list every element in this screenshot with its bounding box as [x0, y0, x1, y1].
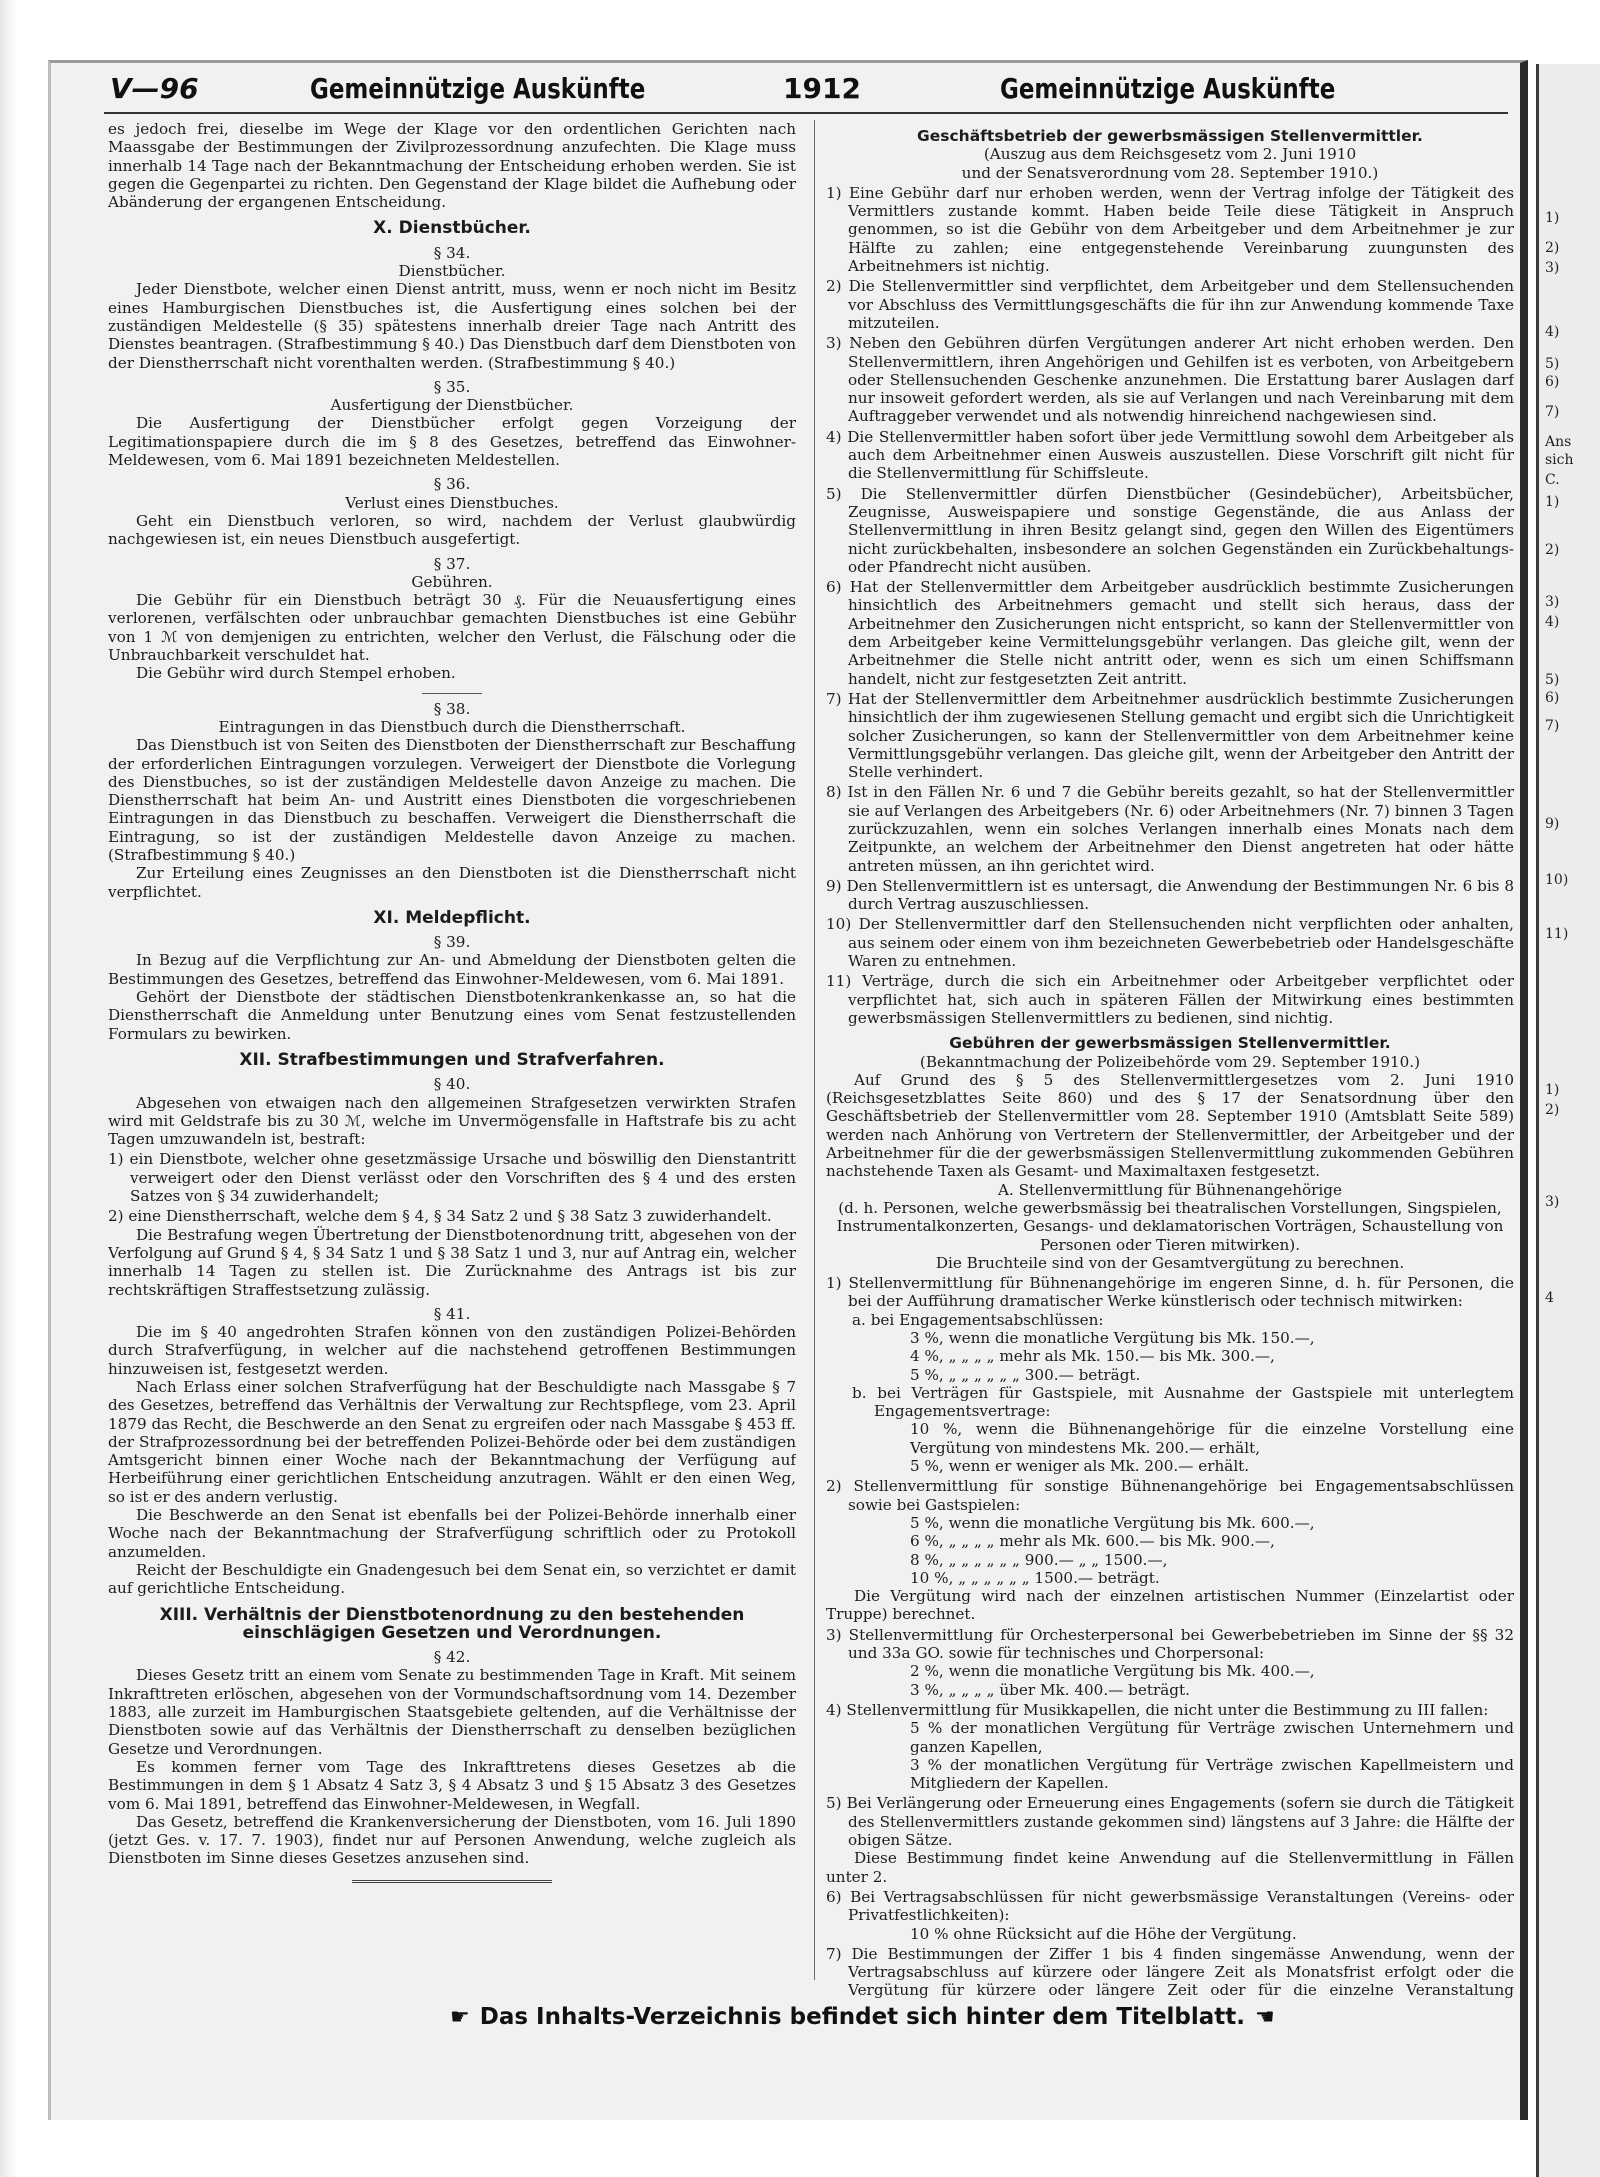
edge-fragment: 3) — [1545, 260, 1560, 276]
list-item: 2) Die Stellenvermittler sind verpflichtet, dem Arbeitgeber und dem Stellensuchenden vor Abschluss des Vermittlungsgeschäfts die für ihn zur Anwendung kommende Taxe mitzuteilen. — [826, 277, 1514, 332]
rate-line: 3 % der monatlichen Vergütung für Verträge zwischen Kapellmeistern und Mitgliedern der Kapellen. — [910, 1755, 1514, 1793]
paragraph-title: Gebühren. — [411, 572, 493, 591]
list-item: 6) Hat der Stellenvermittler dem Arbeitgeber ausdrücklich bestimmte Zusicherungen hinsichtlich des Arbeitnehmers gemacht und stellt sich heraus, dass der Arbeitnehmer den Zusicherungen nicht entspricht, so kann der Stellenvermittler von dem Arbeitgeber keine Vermittelungsgebühr verlangen. Das gleiche gilt, wenn der Arbeitnehmer die Stelle nicht antritt oder, wenn es sich um einen Schiffsmann handelt, nicht zur festgesetzten Zeit antritt. — [826, 578, 1514, 688]
edge-fragment: 9) — [1545, 816, 1560, 832]
edge-fragment: 2) — [1545, 1102, 1560, 1118]
section-heading-geschaeftsbetrieb: Geschäftsbetrieb der gewerbsmässigen Stellenvermittler. — [917, 127, 1423, 145]
paragraph-body: (d. h. Personen, welche gewerbsmässig bei theatralischen Vorstellungen, Singspielen, Instrumentalkonzerten, Gesangs- und deklamatorischen Vorträgen, Schaustellung von Personen oder Tieren mitwirken). — [836, 1198, 1504, 1254]
rate-line: 5 % der monatlichen Vergütung für Verträge zwischen Unternehmern und ganzen Kapellen, — [910, 1719, 1514, 1756]
intro-paragraph: es jedoch frei, dieselbe im Wege der Klage vor den ordentlichen Gerichten nach Maassgabe der Bestimmungen der Zivilprozessordnung anzufechten. Die Klage muss innerhalb 14 Tage nach der Bekanntmachung der Entscheidung erhoben werden. Sie ist gegen die Gegenpartei zu richten. Den Gegenstand der Klage bildet die Aufhebung oder Abänderung der ergangenen Entscheidung. — [108, 120, 796, 212]
separator-rule — [422, 693, 482, 694]
rate-line: 5 %, wenn die monatliche Vergütung bis Mk. 600.—, — [910, 1513, 1315, 1532]
paragraph-body: Zur Erteilung eines Zeugnisses an den Dienstboten ist die Dienstherrschaft nicht verpflichtet. — [108, 864, 796, 901]
rate-line: 10 % ohne Rücksicht auf die Höhe der Vergütung. — [910, 1924, 1297, 1943]
list-item: 4) Die Stellenvermittler haben sofort über jede Vermittlung sowohl dem Arbeitgeber als auch dem Arbeitnehmer einen Ausweis auszustellen. Diese Vorschrift gilt nicht für die Stellenvermittlung für Schiffsleute. — [826, 427, 1514, 483]
edge-fragment: 1) — [1545, 210, 1560, 226]
paragraph-number: § 35. — [433, 377, 471, 396]
paragraph-number: § 36. — [433, 475, 471, 494]
edge-fragment: 2) — [1545, 240, 1560, 256]
end-rule — [352, 1880, 552, 1883]
paragraph-number: § 41. — [433, 1304, 471, 1323]
edge-fragment: 3) — [1545, 1194, 1560, 1210]
rate-line: 10 %, „ „ „ „ „ „ 1500.— beträgt. — [910, 1568, 1160, 1587]
list-subitem: b. bei Verträgen für Gastspiele, mit Ausnahme der Gastspiele mit unterlegtem Engagementsvertrage: — [852, 1383, 1514, 1421]
pointing-hand-right-icon: ☛ — [450, 2005, 470, 2030]
paragraph-body: Nach Erlass einer solchen Strafverfügung hat der Beschuldigte nach Massgabe § 7 des Gesetzes, betreffend das Verhältnis der Verwaltung zur Rechtspflege, vom 23. April 1879 das Recht, die Beschwerde an den Senat zu ergreifen oder nach Massgabe § 453 ff. der Strafprozessordnung bei der betreffenden Polizei-Behörde oder bei dem zuständigen Amtsgericht binnen einer Woche nach der Bekanntmachung der Verfügung auf Herbeiführung einer gerichtlichen Entscheidung anzutragen. Wählt er den einen Weg, so ist er des andern verlustig. — [108, 1378, 796, 1506]
paragraph-number: § 37. — [433, 554, 471, 573]
rate-line: 8 %, „ „ „ „ „ „ 900.— „ „ 1500.—, — [910, 1550, 1168, 1569]
list-subitem: a. bei Engagementsabschlüssen: — [852, 1310, 1104, 1329]
edge-fragment: 1) — [1545, 1082, 1560, 1098]
edge-fragment: 4) — [1545, 614, 1560, 630]
paragraph-body: In Bezug auf die Verpflichtung zur An- und Abmeldung der Dienstboten gelten die Bestimmungen des Gesetzes, betreffend das Einwohner-Meldewesen, vom 6. Mai 1891. — [108, 951, 796, 988]
section-heading-xii: XII. Strafbestimmungen und Strafverfahren. — [239, 1049, 665, 1070]
paragraph-body: Die Gebühr für ein Dienstbuch beträgt 30 ₰. Für die Neuausfertigung eines verlorenen, verfälschten oder unbrauchbar gemachten Dienstbuches ist eine Gebühr von 1 ℳ von demjenigen zu entrichten, welcher den Verlust, die Fälschung oder die Unbrauchbarkeit verschuldet hat. — [108, 591, 796, 665]
list-item: 2) Stellenvermittlung für sonstige Bühnenangehörige bei Engagementsabschlüssen sowie bei Gastspielen: — [826, 1477, 1514, 1514]
edge-fragment: sich — [1545, 452, 1574, 468]
next-page-edge — [1536, 64, 1600, 2177]
paragraph-title: Ausfertigung der Dienstbücher. — [330, 396, 574, 415]
running-title-right: Gemeinnützige Auskünfte — [1000, 72, 1336, 105]
edge-fragment: 5) — [1545, 672, 1560, 688]
edge-fragment: 5) — [1545, 356, 1560, 372]
paragraph-body: Geht ein Dienstbuch verloren, so wird, nachdem der Verlust glaubwürdig nachgewiesen ist, ein neues Dienstbuch ausgefertigt. — [108, 511, 796, 549]
edge-fragment: 4) — [1545, 324, 1560, 340]
paragraph-number: § 42. — [433, 1648, 471, 1667]
paragraph-body: Die im § 40 angedrohten Strafen können von den zuständigen Polizei-Behörden durch Strafverfügung, in welcher auf die nachstehend getroffenen Bestimmungen hinzuweisen ist, festgesetzt werden. — [108, 1323, 796, 1378]
subsection-heading: A. Stellenvermittlung für Bühnenangehörige — [998, 1180, 1342, 1199]
paragraph-number: § 34. — [433, 243, 471, 262]
section-heading-xi: XI. Meldepflicht. — [373, 907, 531, 928]
edge-fragment: Ans — [1545, 434, 1572, 450]
source-note: (Bekanntmachung der Polizeibehörde vom 29. September 1910.) — [919, 1052, 1421, 1071]
paragraph-body: Es kommen ferner vom Tage des Inkrafttretens dieses Gesetzes ab die Bestimmungen in dem § 1 Absatz 4 Satz 3, § 4 Absatz 3 und § 15 Absatz 3 des Gesetzes vom 6. Mai 1891, betreffend das Einwohner-Meldewesen, in Wegfall. — [108, 1757, 796, 1813]
list-item: 7) Hat der Stellenvermittler dem Arbeitnehmer ausdrücklich bestimmte Zusicherungen hinsichtlich der ihm zugewiesenen Stellung gemacht und ergibt sich die Unrichtigkeit solcher Zusicherungen, so kann der Stellenvermittler von dem Arbeitnehmer keine Vermittlungsgebühr verlangen. Das gleiche gilt, wenn der Arbeitgeber den Antritt der Stelle verhindert. — [826, 689, 1514, 782]
edge-fragment: 10) — [1545, 872, 1569, 888]
list-item: 3) Neben den Gebühren dürfen Vergütungen anderer Art nicht erhoben werden. Den Stellenvermittlern, ihren Angehörigen und Gehilfen ist es verboten, von Arbeitgebern oder Stellensuchenden Geschenke anzunehmen. Die Erstattung barer Auslagen darf nur insoweit gefordert werden, als sie auf Verlangen und nach Vereinbarung mit dem Auftraggeber verwendet und als notwendig hinreichend nachgewiesen sind. — [826, 334, 1514, 426]
paragraph-title: Eintragungen in das Dienstbuch durch die Dienstherrschaft. — [218, 717, 686, 736]
list-item: 1) Eine Gebühr darf nur erhoben werden, wenn der Vertrag infolge der Tätigkeit des Vermittlers zustande kommt. Haben beide Teile diese Tätigkeit in Anspruch genommen, so ist die Gebühr von dem Arbeitgeber und dem Arbeitnehmer je zur Hälfte zu zahlen; eine entgegenstehende Vereinbarung zuungunsten des Arbeitnehmers ist nichtig. — [826, 183, 1514, 276]
list-item: 6) Bei Vertragsabschlüssen für nicht gewerbsmässige Veranstaltungen (Vereins- oder Privatfestlichkeiten): — [826, 1887, 1514, 1925]
section-heading-x: X. Dienstbücher. — [373, 218, 531, 239]
paragraph-title: Verlust eines Dienstbuches. — [345, 493, 559, 512]
rate-line: 4 %, „ „ „ „ mehr als Mk. 150.— bis Mk. 300.—, — [910, 1347, 1275, 1366]
edge-fragment: 6) — [1545, 374, 1560, 390]
rate-line: 10 %, wenn die Bühnenangehörige für die einzelne Vorstellung eine Vergütung von mindestens Mk. 200.— erhält, — [910, 1420, 1514, 1457]
left-column — [108, 120, 796, 1980]
section-heading-gebuehren: Gebühren der gewerbsmässigen Stellenvermittler. — [949, 1034, 1391, 1053]
column-divider — [814, 120, 815, 1980]
list-item: 4) Stellenvermittlung für Musikkapellen, die nicht unter die Bestimmung zu III fallen: — [826, 1700, 1489, 1719]
paragraph-body: Die Gebühr wird durch Stempel erhoben. — [136, 664, 456, 683]
section-heading-xiii: XIII. Verhältnis der Dienstbotenordnung zu den bestehenden einschlägigen Gesetzen und Verordnungen. — [159, 1604, 745, 1643]
paragraph-body: Dieses Gesetz tritt an einem vom Senate zu bestimmenden Tage in Kraft. Mit seinem Inkrafttreten erlöschen, abgesehen von der Vormundschaftsordnung vom 14. Dezember 1883, alle zurzeit im Hamburgischen Staatsgebiete geltenden, auf die Verhältnisse der Dienstboten sowie auf das Verhältnis der Dienstherrschaft zu denselben bezüglichen Gesetze und Verordnungen. — [108, 1666, 796, 1758]
paragraph-body: Reicht der Beschuldigte ein Gnadengesuch bei dem Senat ein, so verzichtet er damit auf gerichtliche Entscheidung. — [108, 1560, 796, 1598]
pointing-hand-left-icon: ☚ — [1255, 2005, 1275, 2030]
list-item: 7) Die Bestimmungen der Ziffer 1 bis 4 finden singemässe Anwendung, wenn der Vertragsabschluss auf kürzere oder längere Zeit als Monatsfrist erfolgt oder die Vergütung für kürzere oder längere Zeit oder für die einzelne Veranstaltung — [826, 1944, 1514, 2000]
list-item: 3) Stellenvermittlung für Orchesterpersonal bei Gewerbebetrieben im Sinne der §§ 32 und 33a GO. sowie für technisches und Chorpersonal: — [826, 1625, 1514, 1663]
paragraph-number: § 38. — [433, 699, 471, 718]
rate-line: 3 %, wenn die monatliche Vergütung bis Mk. 150.—, — [910, 1329, 1315, 1347]
page-number: V—96 — [110, 72, 199, 105]
edge-fragment: 4 — [1545, 1290, 1554, 1306]
edge-fragment: 11) — [1545, 926, 1569, 942]
rate-line: 3 %, „ „ „ „ über Mk. 400.— beträgt. — [910, 1680, 1190, 1699]
paragraph-body: Diese Bestimmung findet keine Anwendung auf die Stellenvermittlung in Fällen unter 2. — [826, 1849, 1514, 1886]
edge-fragment: C. — [1545, 472, 1560, 488]
paragraph-body: Die Vergütung wird nach der einzelnen artistischen Nummer (Einzelartist oder Truppe) berechnet. — [826, 1587, 1514, 1624]
paragraph-body: Das Dienstbuch ist von Seiten des Dienstboten der Dienstherrschaft zur Beschaffung der erforderlichen Eintragungen vorzulegen. Verweigert der Dienstbote die Vorlegung des Dienstbuches, so ist der zuständigen Meldestelle davon Anzeige zu machen. Die Dienstherrschaft hat beim An- und Austritt eines Dienstboten die vorgeschriebenen Eintragungen in das Dienstbuch zu beschaffen. Verweigert die Dienstherrschaft die Eintragung, so ist der zuständigen Meldestelle davon Anzeige zu machen. (Strafbestimmung § 40.) — [108, 736, 796, 864]
right-column — [826, 120, 1514, 2000]
list-item: 5) Die Stellenvermittler dürfen Dienstbücher (Gesindebücher), Arbeitsbücher, Zeugnisse, Ausweispapiere und sonstige Gegenstände, die aus Anlass der Stellenvermittlung in ihren Besitz gelangt sind, gegen den Willen des Eigentümers nicht zurückbehalten, insbesondere an solchen Gegenständen ein Zurückbehaltungs- oder Pfandrecht nicht ausüben. — [826, 484, 1514, 576]
list-item: 8) Ist in den Fällen Nr. 6 und 7 die Gebühr bereits gezahlt, so hat der Stellenvermittler sie auf Verlangen des Arbeitgebers (Nr. 6) oder Arbeitnehmers (Nr. 7) binnen 3 Tagen zurückzuzahlen, wenn ein solches Verlangen innerhalb eines Monats nach dem Zeitpunkte, an welchem der Arbeitnehmer den Dienst angetreten hat oder hätte antreten müssen, an ihn gerichtet wird. — [826, 783, 1514, 875]
running-title-left: Gemeinnützige Auskünfte — [310, 72, 646, 105]
paragraph-number: § 39. — [433, 933, 471, 952]
paragraph-body: Auf Grund des § 5 des Stellenvermittlergesetzes vom 2. Juni 1910 (Reichsgesetzblattes Seite 860) und des § 17 der Senatsordnung über den Geschäftsbetrieb der Stellenvermittler vom 28. September 1910 (Amtsblatt Seite 589) werden nach Anhörung von Vertretern der Stellenvermittler, der Arbeitgeber und der Arbeitnehmer für die der gewerbsmässigen Stellenvermittlung zukommenden Gebühren nachstehende Taxen als Gesamt- und Maximaltaxen festgesetzt. — [826, 1070, 1514, 1181]
footer-text: Das Inhalts-Verzeichnis befindet sich hinter dem Titelblatt. — [479, 2004, 1246, 2030]
edge-fragment: 3) — [1545, 594, 1560, 610]
binding-edge — [0, 0, 16, 2177]
list-item: 2) eine Dienstherrschaft, welche dem § 4, § 34 Satz 2 und § 38 Satz 3 zuwiderhandelt. — [108, 1207, 772, 1226]
paragraph-body: Die Bruchteile sind von der Gesamtvergütung zu berechnen. — [935, 1253, 1405, 1272]
paragraph-body: Jeder Dienstbote, welcher einen Dienst antritt, muss, wenn er noch nicht im Besitz eines Hamburgischen Dienstbuches ist, die Ausfertigung eines solchen bei der zuständigen Meldestelle (§ 35) spätestens innerhalb dreier Tage nach Antritt des Dienstes beantragen. (Strafbestimmung § 40.) Das Dienstbuch darf dem Dienstboten von der Dienstherrschaft nicht vorenthalten werden. (Strafbestimmung § 40.) — [108, 280, 796, 372]
running-year: 1912 — [783, 72, 861, 105]
footer-note — [440, 2004, 1285, 2030]
rate-line: 2 %, wenn die monatliche Vergütung bis Mk. 400.—, — [910, 1662, 1315, 1681]
paragraph-body: Die Bestrafung wegen Übertretung der Dienstbotenordnung tritt, abgesehen von der Verfolgung auf Grund § 4, § 34 Satz 1 und § 38 Satz 1 und 3, nur auf Antrag ein, welcher innerhalb 14 Tagen zu stellen ist. Die Zurücknahme des Antrags ist bis zur rechtskräftigen Straffestsetzung zulässig. — [108, 1225, 796, 1299]
list-item: 9) Den Stellenvermittlern ist es untersagt, die Anwendung der Bestimmungen Nr. 6 bis 8 durch Vertrag auszuschliessen. — [826, 876, 1514, 914]
paragraph-title: Dienstbücher. — [398, 262, 506, 281]
source-note: und der Senatsverordnung vom 28. September 1910.) — [961, 163, 1379, 182]
paragraph-body: Die Beschwerde an den Senat ist ebenfalls bei der Polizei-Behörde innerhalb einer Woche nach der Bekanntmachung der Strafverfügung schriftlich oder zu Protokoll anzumelden. — [108, 1506, 796, 1561]
edge-fragment: 6) — [1545, 690, 1560, 706]
rate-line: 5 %, „ „ „ „ „ „ 300.— beträgt. — [910, 1365, 1141, 1384]
paragraph-number: § 40. — [433, 1075, 471, 1094]
list-item: 11) Verträge, durch die sich ein Arbeitnehmer oder Arbeitgeber verpflichtet oder verpflichtet hat, sich auch in späteren Fällen der Mitwirkung eines bestimmten gewerbsmässigen Stellenvermittlers zu bedienen, sind nichtig. — [826, 972, 1514, 1027]
rate-line: 6 %, „ „ „ „ mehr als Mk. 600.— bis Mk. 900.—, — [910, 1532, 1275, 1551]
list-item: 10) Der Stellenvermittler darf den Stellensuchenden nicht verpflichten oder anhalten, aus seinem oder einem von ihm bezeichneten Gewerbebetrieb oder Handelsgeschäfte Waren zu entnehmen. — [826, 915, 1514, 971]
edge-fragment: 2) — [1545, 542, 1560, 558]
paragraph-body: Abgesehen von etwaigen nach den allgemeinen Strafgesetzen verwirkten Strafen wird mit Geldstrafe bis zu 30 ℳ, welche im Unvermögensfalle in Haftstrafe bis zu acht Tagen umzuwandeln ist, bestraft: — [108, 1093, 796, 1149]
source-note: (Auszug aus dem Reichsgesetz vom 2. Juni 1910 — [983, 145, 1357, 164]
rate-line: 5 %, wenn er weniger als Mk. 200.— erhält. — [910, 1457, 1250, 1476]
list-item: 1) ein Dienstbote, welcher ohne gesetzmässige Ursache und böswillig den Dienstantritt verweigert oder den Dienst verlässt oder den Vorschriften des § 4 und des ersten Satzes von § 34 zuwiderhandelt; — [108, 1150, 796, 1206]
edge-fragment: 1) — [1545, 494, 1560, 510]
list-item: 5) Bei Verlängerung oder Erneuerung eines Engagements (sofern sie durch die Tätigkeit des Stellenvermittlers zustande gekommen sind) längstens auf 3 Jahre: die Hälfte der obigen Sätze. — [826, 1794, 1514, 1850]
paragraph-body: Gehört der Dienstbote der städtischen Dienstbotenkrankenkasse an, so hat die Dienstherrschaft die Anmeldung unter Benutzung eines vom Senat festzustellenden Formulars zu bewirken. — [108, 988, 796, 1043]
paragraph-body: Die Ausfertigung der Dienstbücher erfolgt gegen Vorzeigung der Legitimationspapiere durch die im § 8 des Gesetzes, betreffend das Einwohner-Meldewesen, vom 6. Mai 1891 bezeichneten Meldestellen. — [108, 414, 796, 470]
header-rule — [104, 112, 1508, 114]
edge-fragment: 7) — [1545, 404, 1560, 420]
list-item: 1) Stellenvermittlung für Bühnenangehörige im engeren Sinne, d. h. für Personen, die bei der Aufführung dramatischer Werke künstlerisch oder technisch mitwirken: — [826, 1274, 1514, 1311]
edge-fragment: 7) — [1545, 718, 1560, 734]
paragraph-body: Das Gesetz, betreffend die Krankenversicherung der Dienstboten, vom 16. Juli 1890 (jetzt Ges. v. 17. 7. 1903), findet nur auf Personen Anwendung, welche zugleich als Dienstboten im Sinne dieses Gesetzes anzusehen sind. — [108, 1812, 796, 1868]
